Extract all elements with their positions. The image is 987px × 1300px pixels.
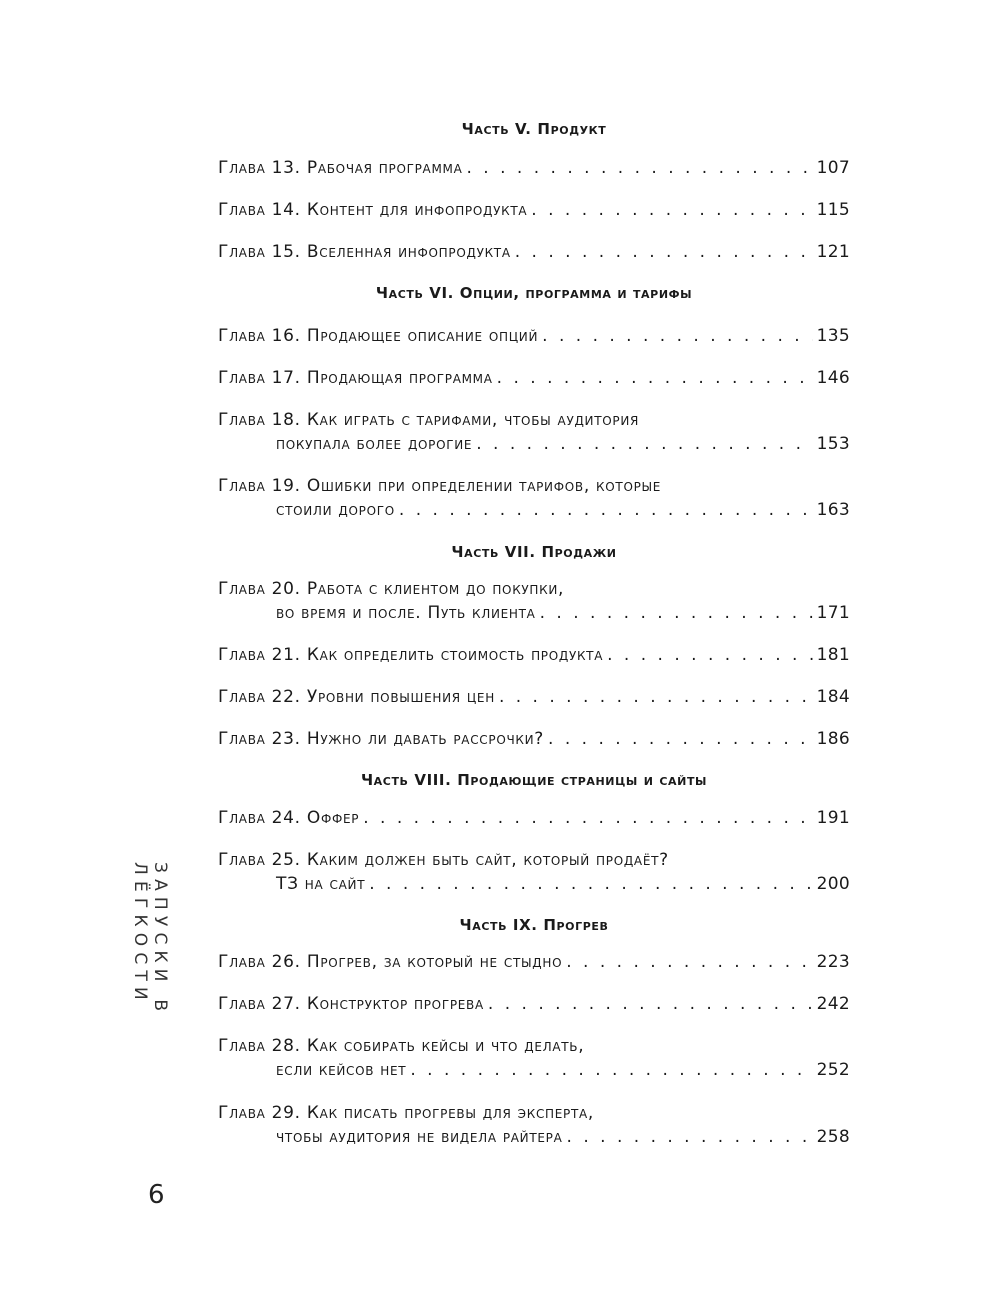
chapter-title: Глава 18. Как играть с тарифами, чтобы аудитория [218,410,640,430]
dot-leader [476,432,812,456]
chapter-title-continued: стоили дорого [276,500,395,520]
dot-leader [499,685,813,709]
part-heading: Часть VI. Опции, программа и тарифы [375,284,693,302]
chapter-entry [218,643,850,667]
page-number: 121 [816,242,850,262]
chapter-entry [218,1034,850,1082]
chapter-title-continued: покупала более дорогие [276,434,473,454]
page-number: 252 [816,1060,850,1080]
dot-leader [531,198,812,222]
dot-leader [567,1125,813,1149]
dot-leader [363,806,812,830]
chapter-entry [218,474,850,522]
page-number: 258 [816,1127,850,1147]
chapter-title: Глава 14. Контент для инфопродукта [218,200,528,220]
chapter-entry [218,198,850,222]
page-number: 186 [816,729,850,749]
page-number: 135 [816,326,850,346]
chapter-entry [218,324,850,348]
chapter-title: Глава 28. Как собирать кейсы и что делать, [218,1036,585,1056]
dot-leader [607,643,813,667]
part-heading: Часть IX. Прогрев [459,916,609,934]
dot-leader [488,992,813,1016]
page-number: 107 [816,158,850,178]
dot-leader [399,498,813,522]
page-number: 163 [816,500,850,520]
chapter-title: Глава 29. Как писать прогревы для эксперта, [218,1103,595,1123]
chapter-entry [218,685,850,709]
chapter-title-continued: чтобы аудитория не видела райтера [276,1127,563,1147]
dot-leader [548,727,813,751]
chapter-title: Глава 13. Рабочая программа [218,158,463,178]
chapter-entry [218,950,850,974]
dot-leader [566,950,812,974]
chapter-title: Глава 19. Ошибки при определении тарифов, которые [218,476,662,496]
page-number: 223 [816,952,850,972]
chapter-title-continued: если кейсов нет [276,1060,407,1080]
dot-leader [497,366,813,390]
chapter-title: Глава 27. Конструктор прогрева [218,994,484,1014]
chapter-title: Глава 25. Каким должен быть сайт, который продаёт? [218,850,669,870]
dot-leader [467,156,813,180]
dot-leader [410,1058,812,1082]
chapter-entry [218,806,850,830]
chapter-title: Глава 16. Продающее описание опций [218,326,539,346]
page-number: 153 [816,434,850,454]
chapter-title: Глава 26. Прогрев, за который не стыдно [218,952,563,972]
chapter-title-continued: ТЗ на сайт [276,874,366,894]
chapter-entry [218,408,850,456]
part-heading: Часть VIII. Продающие страницы и сайты [360,771,708,789]
chapter-title: Глава 21. Как определить стоимость продукта [218,645,604,665]
chapter-title: Глава 15. Вселенная инфопродукта [218,242,511,262]
chapter-entry [218,727,850,751]
page-number: 115 [816,200,850,220]
page-number: 242 [816,994,850,1014]
dot-leader [540,601,813,625]
dot-leader [542,324,813,348]
running-title: ЗАПУСКИ В ЛЁГКОСТИ [130,862,170,1018]
chapter-entry [218,848,850,896]
chapter-entry [218,156,850,180]
page-number: 146 [816,368,850,388]
chapter-entry [218,577,850,625]
chapter-entry [218,992,850,1016]
page-number: 171 [816,603,850,623]
dot-leader [369,872,812,896]
page-number: 200 [816,874,850,894]
chapter-title: Глава 22. Уровни повышения цен [218,687,495,707]
part-heading: Часть VII. Продажи [451,543,617,561]
chapter-entry [218,366,850,390]
page-number: 191 [816,808,850,828]
page-number: 181 [816,645,850,665]
chapter-title: Глава 24. Оффер [218,808,360,828]
chapter-title: Глава 23. Нужно ли давать рассрочки? [218,729,545,749]
chapter-entry [218,1101,850,1149]
part-heading: Часть V. Продукт [461,120,607,138]
folio-page-number: 6 [148,1180,165,1210]
chapter-title: Глава 20. Работа с клиентом до покупки, [218,579,565,599]
chapter-entry [218,240,850,264]
chapter-title-continued: во время и после. Путь клиента [276,603,536,623]
chapter-title: Глава 17. Продающая программа [218,368,493,388]
page-number: 184 [816,687,850,707]
dot-leader [515,240,813,264]
